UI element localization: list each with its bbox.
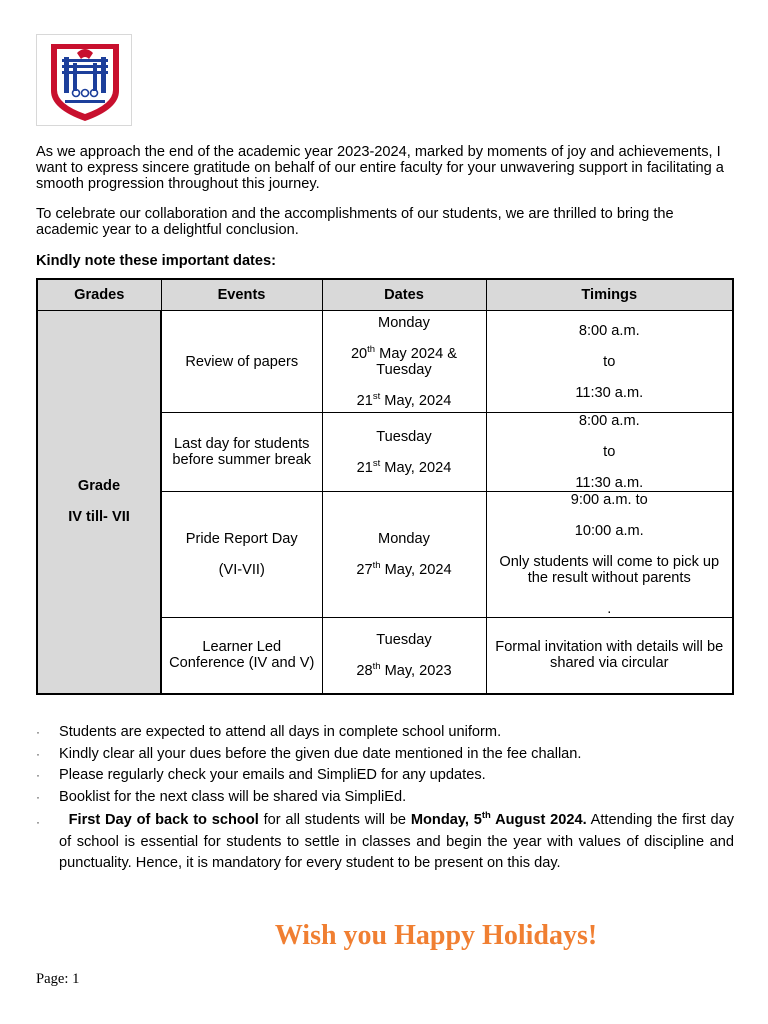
closing-greeting: Wish you Happy Holidays! [274,920,598,951]
date-text: 21st May, 2024 [356,457,452,476]
first-day-note [36,810,734,875]
grade-range: IV till- VII [68,509,130,526]
celebration-paragraph: To celebrate our collaboration and the accomplishments of our students, we are thrilled to bring the academic year to a delightful conclusion. [36,206,674,238]
timing-text: to [603,444,616,460]
event-cell: Learner Led Conference (IV and V) [161,618,322,694]
important-dates-table [36,278,734,695]
timing-text: to [603,353,616,370]
timing-cell [486,492,733,618]
school-crest-logo [37,35,133,127]
event-cell [161,492,322,618]
timing-cell [486,311,733,413]
date-text: Monday [378,531,430,547]
bullet-icon: · [36,789,40,804]
timing-text: Only students will come to pick up the result without parents [499,554,720,586]
note-text: Kindly clear all your dues before the given due date mentioned in the fee challan. [59,745,582,762]
bullet-icon: · [36,815,40,829]
timing-cell [486,413,733,492]
timing-text: 10:00 a.m. [574,523,644,539]
grade-label: Grade [77,478,121,495]
list-item [36,746,734,762]
date-cell [322,311,486,413]
first-day-label: First Day of back to school [68,812,259,828]
date-text: Monday [378,314,430,331]
list-item [36,767,734,783]
timing-text: 11:30 a.m. [575,475,644,491]
timing-text: 11:30 a.m. [575,384,644,401]
event-cell: Review of papers [161,311,322,413]
header-events: Events [161,279,322,311]
dates-heading: Kindly note these important dates: [36,253,277,269]
note-text: Please regularly check your emails and SimpliED for any updates. [59,767,486,783]
header-timings: Timings [486,279,733,311]
timing-cell: Formal invitation with details will be shared via circular [486,618,733,694]
event-text: Pride Report Day [185,531,298,547]
table-row [37,311,733,413]
date-cell [322,492,486,618]
header-grades: Grades [37,279,161,311]
date-text: 28th May, 2023 [356,660,452,679]
note-text: Students are expected to attend all days in complete school uniform. [59,724,502,740]
event-cell: Last day for students before summer break [161,413,322,492]
event-text: (VI-VII) [218,562,265,578]
table-header-row [37,279,733,311]
notes-list [36,724,734,880]
timing-text: 9:00 a.m. to [570,492,648,508]
page-number: Page: 1 [36,971,80,987]
date-cell [322,618,486,694]
logo-frame [36,34,132,126]
date-text: 21st May, 2024 [356,390,452,409]
date-text: Tuesday [376,428,432,445]
timing-text: 8:00 a.m. [578,413,640,429]
note-text: for all students will be [258,812,411,828]
bullet-icon: · [36,725,40,739]
intro-paragraph: As we approach the end of the academic year 2023-2024, marked by moments of joy and achievements, I want to express sincere gratitude on behalf of our entire faculty for your unwavering support in facilitating a smooth progression throughout this journey. [36,144,724,192]
date-text: Tuesday [376,361,432,378]
note-text: Attending the first day of school is essential for students to settle in classes and begin the year with values of discipline and punctuality. Hence, it is mandatory for every student to be present on this day. [59,812,735,871]
date-text: 20th May 2024 & [350,343,458,362]
date-text: 27th May, 2024 [356,560,452,578]
date-cell [322,413,486,492]
list-item [36,789,734,805]
grade-cell [37,311,161,694]
timing-text: 8:00 a.m. [578,322,640,339]
list-item [36,724,734,740]
timing-text: . [607,601,612,617]
date-text: Tuesday [376,631,432,648]
header-dates: Dates [322,279,486,311]
bullet-icon: · [36,768,40,782]
bullet-icon: · [36,746,40,761]
note-text: Booklist for the next class will be shared via SimpliEd. [59,788,407,805]
first-day-date: Monday, 5th August 2024. [410,810,587,828]
